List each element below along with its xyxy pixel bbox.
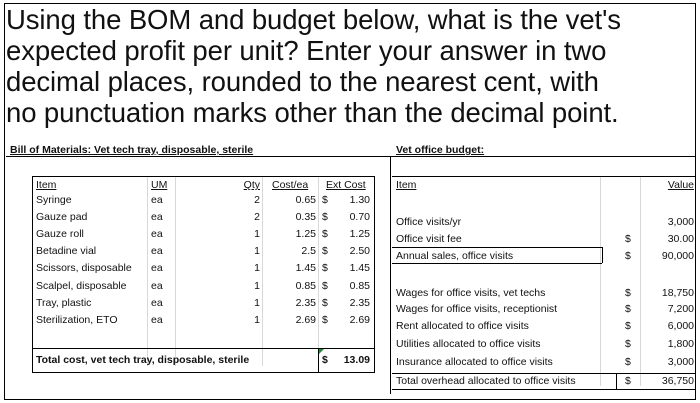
budget-value: 7,200 <box>667 303 694 315</box>
bom-header-um: UM <box>151 179 168 191</box>
bom-currency: $ <box>322 314 328 326</box>
bom-currency: $ <box>322 228 328 240</box>
question-line: no punctuation marks other than the decimal point. <box>6 97 619 128</box>
bom-cost: 1.45 <box>295 262 316 274</box>
bom-currency: $ <box>322 194 328 206</box>
bom-qty: 2 <box>254 211 260 223</box>
column-divider <box>390 156 391 394</box>
bom-currency: $ <box>322 297 328 309</box>
budget-currency: $ <box>625 338 631 350</box>
budget-currency: $ <box>625 320 631 332</box>
total-overhead-bottom <box>392 389 696 390</box>
bom-cost: 1.25 <box>295 228 316 240</box>
budget-currency: $ <box>625 250 631 262</box>
question-line: Using the BOM and budget below, what is the vet's <box>6 4 621 35</box>
bom-currency: $ <box>322 211 328 223</box>
sheet-top-border <box>6 156 696 157</box>
bom-qty: 1 <box>254 245 260 257</box>
budget-currency: $ <box>625 287 631 299</box>
bom-currency: $ <box>322 280 328 292</box>
gridline <box>262 176 263 366</box>
bom-item: Gauze pad <box>36 211 88 223</box>
bom-item: Betadine vial <box>36 245 97 257</box>
budget-value: 18,750 <box>661 287 694 299</box>
budget-item: Total overhead allocated to office visits <box>396 375 576 387</box>
bom-item: Scissors, disposable <box>36 262 132 274</box>
bom-qty: 1 <box>254 228 260 240</box>
bom-um: ea <box>151 228 163 240</box>
question-text <box>6 4 696 128</box>
bom-item: Syringe <box>36 194 72 206</box>
bom-um: ea <box>151 194 163 206</box>
bom-ext: 2.69 <box>349 314 370 326</box>
budget-title: Vet office budget: <box>396 144 485 156</box>
budget-value: 6,000 <box>667 320 694 332</box>
bom-title: Bill of Materials: Vet tech tray, disposable, sterile <box>10 144 254 156</box>
bom-qty: 1 <box>254 314 260 326</box>
budget-header-value: Value <box>667 179 694 191</box>
bom-table-right <box>374 176 375 373</box>
budget-value: 1,800 <box>667 338 694 350</box>
bom-currency: $ <box>322 262 328 274</box>
bom-total-currency: $ <box>322 354 328 366</box>
budget-item: Annual sales, office visits <box>396 250 514 262</box>
total-overhead-cell-divider <box>616 373 617 389</box>
budget-value: 30.00 <box>667 233 694 245</box>
bom-item: Scalpel, disposable <box>36 280 127 292</box>
budget-item: Office visit fee <box>396 233 462 245</box>
bom-qty: 2 <box>254 194 260 206</box>
bom-um: ea <box>151 262 163 274</box>
gridline <box>600 176 601 386</box>
bom-currency: $ <box>322 245 328 257</box>
bom-header-item: Item <box>36 179 57 191</box>
budget-header-item: Item <box>396 179 417 191</box>
gridline <box>175 176 176 366</box>
gridline <box>318 176 319 366</box>
bom-cost: 0.65 <box>295 194 316 206</box>
budget-item: Insurance allocated to office visits <box>396 356 553 368</box>
budget-item: Office visits/yr <box>396 216 462 228</box>
bom-cost: 2.35 <box>295 297 316 309</box>
bom-header-qty: Qty <box>243 179 260 191</box>
gridline <box>147 176 148 366</box>
bom-cost: 0.35 <box>295 211 316 223</box>
bom-um: ea <box>151 245 163 257</box>
bom-ext: 1.30 <box>349 194 370 206</box>
bom-ext: 0.70 <box>349 211 370 223</box>
budget-value: 3,000 <box>667 356 694 368</box>
bom-ext: 1.45 <box>349 262 370 274</box>
bom-qty: 1 <box>254 297 260 309</box>
bom-item: Sterilization, ETO <box>36 314 118 326</box>
bom-table-top <box>32 176 374 177</box>
bom-cost: 0.85 <box>295 280 316 292</box>
bom-qty: 1 <box>254 280 260 292</box>
bom-total-label: Total cost, vet tech tray, disposable, sterile <box>36 354 250 366</box>
sales-cell-top <box>392 247 602 248</box>
budget-item: Wages for office visits, vet techs <box>396 287 546 299</box>
bom-um: ea <box>151 297 163 309</box>
bom-item: Tray, plastic <box>36 297 92 309</box>
budget-item: Rent allocated to office visits <box>396 320 529 332</box>
bom-qty: 1 <box>254 262 260 274</box>
budget-value: 36,750 <box>661 375 694 387</box>
bom-um: ea <box>151 314 163 326</box>
bom-ext: 2.50 <box>349 245 370 257</box>
question-line: decimal places, rounded to the nearest cent, with <box>6 66 599 97</box>
budget-value: 90,000 <box>661 250 694 262</box>
budget-currency: $ <box>625 233 631 245</box>
bom-cost: 2.5 <box>301 245 316 257</box>
bom-header-ext: Ext Cost <box>326 179 366 191</box>
bom-um: ea <box>151 280 163 292</box>
bom-table-left <box>32 176 33 373</box>
bom-total-value: 13.09 <box>343 354 370 366</box>
question-line: expected profit per unit? Enter your answer in two <box>6 35 607 66</box>
budget-table-top <box>392 176 696 177</box>
bom-item: Gauze roll <box>36 228 84 240</box>
bom-total-bottom-border <box>32 372 374 373</box>
budget-item: Wages for office visits, receptionist <box>396 303 558 315</box>
bom-header-cost: Cost/ea <box>272 179 309 191</box>
bom-um: ea <box>151 211 163 223</box>
budget-currency: $ <box>625 303 631 315</box>
budget-value: 3,000 <box>667 216 694 228</box>
sales-cell-right <box>602 247 603 263</box>
budget-currency: $ <box>625 356 631 368</box>
budget-currency: $ <box>625 375 631 387</box>
budget-item: Utilities allocated to office visits <box>396 338 541 350</box>
bom-ext: 1.25 <box>349 228 370 240</box>
bom-cost: 2.69 <box>295 314 316 326</box>
bom-ext: 0.85 <box>349 280 370 292</box>
bom-ext: 2.35 <box>349 297 370 309</box>
